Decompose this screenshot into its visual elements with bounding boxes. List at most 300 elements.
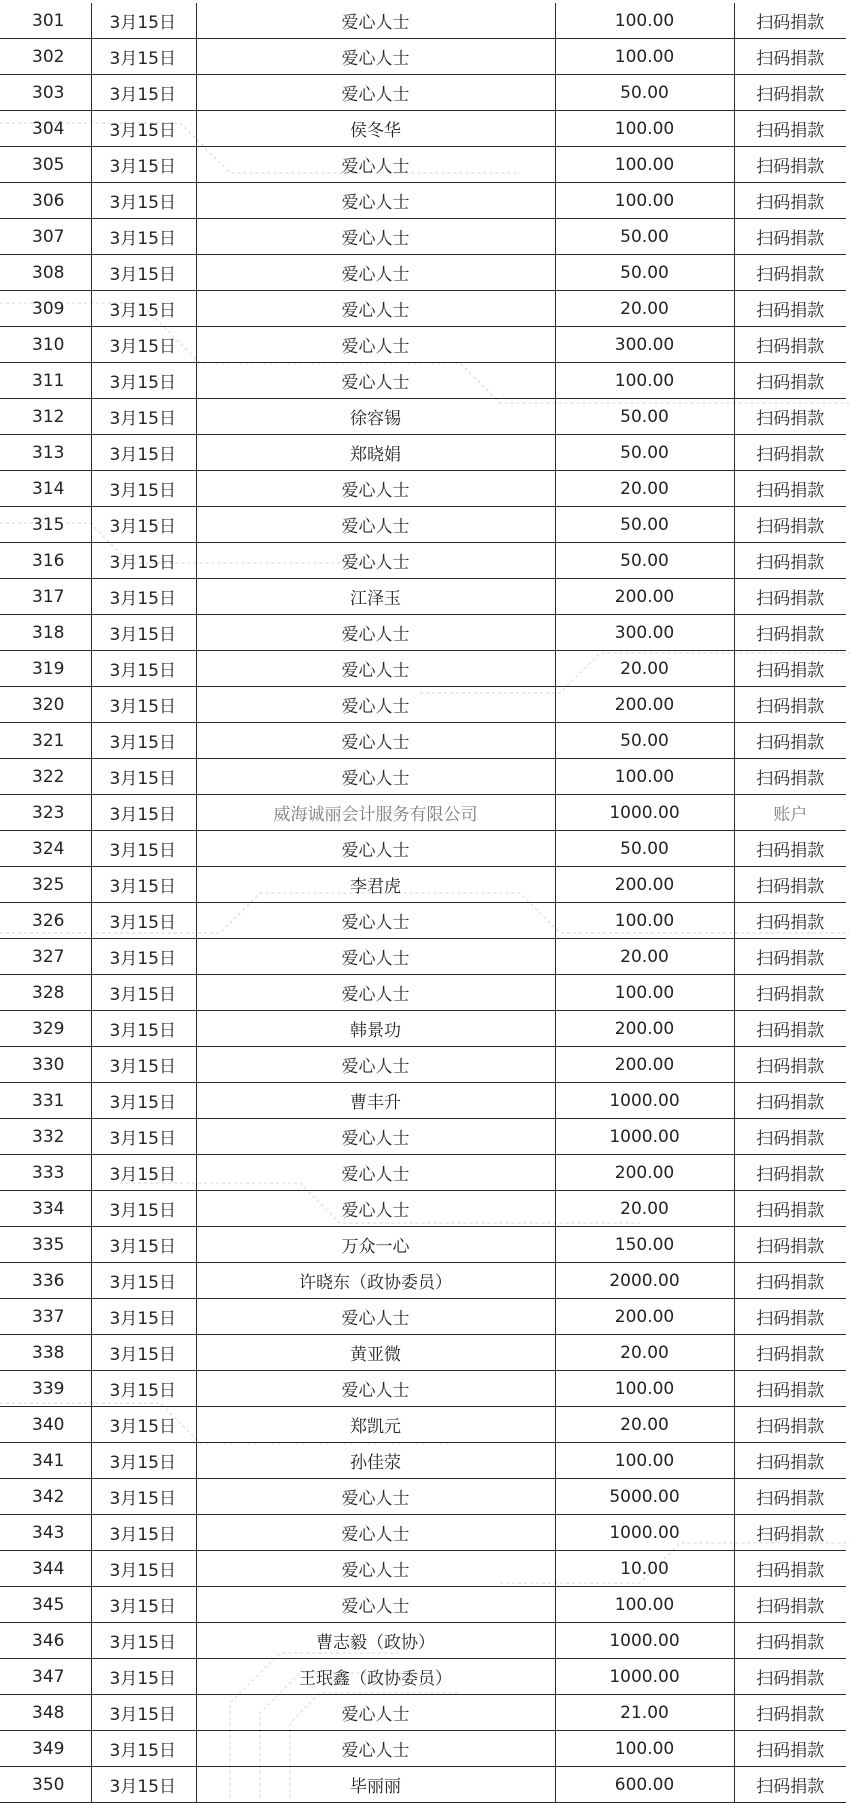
table-row [0,723,846,759]
table-row [0,1767,846,1803]
cell-donation-method: 扫码捐款 [734,579,846,615]
cell-serial-number: 335 [0,1227,91,1263]
cell-donor-name: 爱心人士 [196,1191,555,1227]
cell-serial-number: 337 [0,1299,91,1335]
cell-amount: 20.00 [555,651,734,687]
table-row [0,1227,846,1263]
cell-amount: 1000.00 [555,1119,734,1155]
cell-date: 3月15日 [91,1371,196,1407]
cell-date: 3月15日 [91,687,196,723]
cell-date: 3月15日 [91,1767,196,1803]
table-row [0,435,846,471]
cell-donor-name: 爱心人士 [196,1515,555,1551]
cell-donor-name: 侯冬华 [196,111,555,147]
table-row [0,1695,846,1731]
cell-date: 3月15日 [91,183,196,219]
cell-donation-method: 扫码捐款 [734,1191,846,1227]
cell-amount: 20.00 [555,1407,734,1443]
table-row [0,759,846,795]
table-row [0,399,846,435]
cell-amount: 100.00 [555,111,734,147]
table-row [0,3,846,39]
cell-date: 3月15日 [91,1047,196,1083]
cell-date: 3月15日 [91,435,196,471]
cell-date: 3月15日 [91,1695,196,1731]
table-row [0,1083,846,1119]
cell-amount: 100.00 [555,903,734,939]
cell-donor-name: 爱心人士 [196,1047,555,1083]
cell-serial-number: 332 [0,1119,91,1155]
cell-donor-name: 爱心人士 [196,1155,555,1191]
cell-donor-name: 孙佳荥 [196,1443,555,1479]
cell-donor-name: 爱心人士 [196,75,555,111]
cell-donor-name: 爱心人士 [196,39,555,75]
cell-donation-method: 扫码捐款 [734,399,846,435]
cell-serial-number: 344 [0,1551,91,1587]
cell-donor-name: 爱心人士 [196,363,555,399]
table-row [0,507,846,543]
cell-donation-method: 扫码捐款 [734,1263,846,1299]
table-row [0,939,846,975]
cell-donor-name: 王珉鑫（政协委员） [196,1659,555,1695]
cell-serial-number: 317 [0,579,91,615]
table-row [0,975,846,1011]
cell-serial-number: 328 [0,975,91,1011]
table-row [0,867,846,903]
cell-date: 3月15日 [91,1515,196,1551]
cell-amount: 50.00 [555,543,734,579]
cell-date: 3月15日 [91,1587,196,1623]
cell-date: 3月15日 [91,363,196,399]
cell-date: 3月15日 [91,1155,196,1191]
cell-amount: 300.00 [555,327,734,363]
cell-serial-number: 324 [0,831,91,867]
cell-date: 3月15日 [91,111,196,147]
cell-donor-name: 爱心人士 [196,507,555,543]
cell-date: 3月15日 [91,1479,196,1515]
cell-donation-method: 扫码捐款 [734,219,846,255]
cell-date: 3月15日 [91,3,196,39]
cell-donation-method: 扫码捐款 [734,903,846,939]
cell-date: 3月15日 [91,795,196,831]
table-row [0,111,846,147]
cell-donor-name: 毕丽丽 [196,1767,555,1803]
cell-donor-name: 爱心人士 [196,1479,555,1515]
cell-serial-number: 339 [0,1371,91,1407]
cell-amount: 20.00 [555,291,734,327]
table-row [0,183,846,219]
cell-amount: 200.00 [555,867,734,903]
cell-donor-name: 爱心人士 [196,3,555,39]
cell-donation-method: 扫码捐款 [734,435,846,471]
cell-serial-number: 345 [0,1587,91,1623]
cell-serial-number: 333 [0,1155,91,1191]
cell-date: 3月15日 [91,1011,196,1047]
cell-donor-name: 韩景功 [196,1011,555,1047]
cell-amount: 100.00 [555,183,734,219]
cell-serial-number: 346 [0,1623,91,1659]
cell-serial-number: 326 [0,903,91,939]
cell-amount: 300.00 [555,615,734,651]
cell-donation-method: 扫码捐款 [734,1515,846,1551]
cell-date: 3月15日 [91,219,196,255]
table-row [0,1299,846,1335]
cell-amount: 100.00 [555,975,734,1011]
table-row [0,687,846,723]
cell-donation-method: 扫码捐款 [734,3,846,39]
cell-serial-number: 343 [0,1515,91,1551]
cell-donation-method: 扫码捐款 [734,1479,846,1515]
cell-date: 3月15日 [91,399,196,435]
cell-donor-name: 爱心人士 [196,471,555,507]
table-row [0,1191,846,1227]
table-row [0,1587,846,1623]
cell-donation-method: 扫码捐款 [734,975,846,1011]
cell-donor-name: 曹志毅（政协） [196,1623,555,1659]
table-row [0,1407,846,1443]
cell-amount: 50.00 [555,219,734,255]
cell-amount: 1000.00 [555,795,734,831]
cell-date: 3月15日 [91,1443,196,1479]
cell-donor-name: 徐容锡 [196,399,555,435]
cell-donation-method: 扫码捐款 [734,363,846,399]
cell-amount: 100.00 [555,39,734,75]
cell-serial-number: 312 [0,399,91,435]
cell-donor-name: 爱心人士 [196,723,555,759]
cell-date: 3月15日 [91,327,196,363]
cell-date: 3月15日 [91,975,196,1011]
table-row [0,1263,846,1299]
cell-serial-number: 347 [0,1659,91,1695]
cell-amount: 50.00 [555,507,734,543]
cell-serial-number: 315 [0,507,91,543]
cell-date: 3月15日 [91,1623,196,1659]
cell-date: 3月15日 [91,615,196,651]
cell-donor-name: 爱心人士 [196,291,555,327]
cell-amount: 100.00 [555,1587,734,1623]
table-row [0,1371,846,1407]
cell-amount: 1000.00 [555,1623,734,1659]
cell-amount: 200.00 [555,687,734,723]
cell-amount: 50.00 [555,399,734,435]
cell-amount: 50.00 [555,75,734,111]
cell-serial-number: 304 [0,111,91,147]
cell-donation-method: 扫码捐款 [734,1731,846,1767]
cell-date: 3月15日 [91,867,196,903]
cell-donation-method: 扫码捐款 [734,255,846,291]
cell-donor-name: 爱心人士 [196,1551,555,1587]
cell-date: 3月15日 [91,1083,196,1119]
cell-serial-number: 320 [0,687,91,723]
cell-donation-method: 扫码捐款 [734,1299,846,1335]
table-row [0,1551,846,1587]
cell-donation-method: 扫码捐款 [734,1551,846,1587]
table-row [0,1155,846,1191]
cell-donor-name: 爱心人士 [196,1371,555,1407]
cell-donation-method: 扫码捐款 [734,507,846,543]
cell-date: 3月15日 [91,1119,196,1155]
cell-donor-name: 爱心人士 [196,1695,555,1731]
table-row [0,39,846,75]
cell-serial-number: 310 [0,327,91,363]
cell-date: 3月15日 [91,1191,196,1227]
table-row [0,795,846,831]
cell-donation-method: 扫码捐款 [734,1227,846,1263]
cell-serial-number: 336 [0,1263,91,1299]
cell-donation-method: 扫码捐款 [734,1767,846,1803]
cell-donor-name: 爱心人士 [196,543,555,579]
table-row [0,255,846,291]
cell-amount: 200.00 [555,1155,734,1191]
cell-date: 3月15日 [91,903,196,939]
cell-donor-name: 爱心人士 [196,615,555,651]
cell-donor-name: 郑晓娟 [196,435,555,471]
cell-donor-name: 爱心人士 [196,1119,555,1155]
cell-donor-name: 黄亚微 [196,1335,555,1371]
cell-donor-name: 爱心人士 [196,975,555,1011]
cell-date: 3月15日 [91,1335,196,1371]
cell-serial-number: 341 [0,1443,91,1479]
cell-serial-number: 330 [0,1047,91,1083]
cell-donation-method: 扫码捐款 [734,1623,846,1659]
cell-donor-name: 爱心人士 [196,651,555,687]
cell-amount: 100.00 [555,759,734,795]
cell-donation-method: 扫码捐款 [734,723,846,759]
table-row [0,147,846,183]
table-row [0,1011,846,1047]
cell-donation-method: 扫码捐款 [734,939,846,975]
cell-donation-method: 扫码捐款 [734,75,846,111]
cell-date: 3月15日 [91,291,196,327]
cell-serial-number: 321 [0,723,91,759]
cell-donor-name: 爱心人士 [196,687,555,723]
cell-donation-method: 扫码捐款 [734,147,846,183]
cell-amount: 20.00 [555,1335,734,1371]
cell-serial-number: 349 [0,1731,91,1767]
cell-date: 3月15日 [91,723,196,759]
cell-amount: 1000.00 [555,1083,734,1119]
cell-date: 3月15日 [91,579,196,615]
table-row [0,1119,846,1155]
cell-donor-name: 威海诚丽会计服务有限公司 [196,795,555,831]
table-row [0,363,846,399]
cell-date: 3月15日 [91,1227,196,1263]
cell-serial-number: 331 [0,1083,91,1119]
table-row [0,1659,846,1695]
cell-amount: 20.00 [555,1191,734,1227]
table-row [0,219,846,255]
table-row [0,75,846,111]
donation-table-body [0,3,846,1803]
cell-amount: 21.00 [555,1695,734,1731]
cell-donation-method: 扫码捐款 [734,1083,846,1119]
cell-donation-method: 扫码捐款 [734,471,846,507]
cell-date: 3月15日 [91,507,196,543]
cell-donation-method: 扫码捐款 [734,1371,846,1407]
cell-serial-number: 313 [0,435,91,471]
cell-donation-method: 扫码捐款 [734,327,846,363]
cell-donation-method: 扫码捐款 [734,759,846,795]
table-row [0,1479,846,1515]
cell-amount: 50.00 [555,255,734,291]
donation-table [0,3,846,1803]
table-row [0,1047,846,1083]
cell-amount: 20.00 [555,471,734,507]
cell-amount: 5000.00 [555,1479,734,1515]
cell-donation-method: 扫码捐款 [734,1335,846,1371]
cell-serial-number: 350 [0,1767,91,1803]
cell-serial-number: 338 [0,1335,91,1371]
cell-donation-method: 扫码捐款 [734,1695,846,1731]
cell-serial-number: 329 [0,1011,91,1047]
cell-serial-number: 303 [0,75,91,111]
table-row [0,579,846,615]
cell-date: 3月15日 [91,651,196,687]
cell-amount: 50.00 [555,723,734,759]
cell-amount: 100.00 [555,147,734,183]
cell-amount: 10.00 [555,1551,734,1587]
cell-amount: 100.00 [555,1371,734,1407]
table-row [0,291,846,327]
cell-amount: 2000.00 [555,1263,734,1299]
cell-donor-name: 曹丰升 [196,1083,555,1119]
cell-donation-method: 扫码捐款 [734,291,846,327]
cell-serial-number: 348 [0,1695,91,1731]
cell-donation-method: 扫码捐款 [734,831,846,867]
cell-donation-method: 账户 [734,795,846,831]
cell-date: 3月15日 [91,1659,196,1695]
cell-serial-number: 319 [0,651,91,687]
cell-donation-method: 扫码捐款 [734,867,846,903]
cell-donor-name: 江泽玉 [196,579,555,615]
table-row [0,1335,846,1371]
cell-amount: 100.00 [555,1443,734,1479]
cell-donor-name: 爱心人士 [196,255,555,291]
table-row [0,1731,846,1767]
cell-donor-name: 爱心人士 [196,183,555,219]
cell-date: 3月15日 [91,1299,196,1335]
cell-donation-method: 扫码捐款 [734,1119,846,1155]
cell-donor-name: 爱心人士 [196,1731,555,1767]
cell-donor-name: 万众一心 [196,1227,555,1263]
cell-date: 3月15日 [91,255,196,291]
cell-date: 3月15日 [91,543,196,579]
table-row [0,615,846,651]
cell-serial-number: 318 [0,615,91,651]
cell-date: 3月15日 [91,1263,196,1299]
cell-date: 3月15日 [91,75,196,111]
cell-amount: 200.00 [555,1299,734,1335]
cell-donor-name: 许晓东（政协委员） [196,1263,555,1299]
cell-date: 3月15日 [91,1731,196,1767]
cell-serial-number: 327 [0,939,91,975]
cell-amount: 50.00 [555,435,734,471]
cell-donation-method: 扫码捐款 [734,687,846,723]
cell-serial-number: 307 [0,219,91,255]
cell-donor-name: 爱心人士 [196,903,555,939]
cell-serial-number: 314 [0,471,91,507]
table-row [0,471,846,507]
cell-amount: 100.00 [555,363,734,399]
cell-serial-number: 305 [0,147,91,183]
table-row [0,1443,846,1479]
cell-serial-number: 316 [0,543,91,579]
cell-donor-name: 爱心人士 [196,327,555,363]
table-row [0,1515,846,1551]
cell-amount: 100.00 [555,3,734,39]
table-row [0,651,846,687]
cell-donor-name: 郑凯元 [196,1407,555,1443]
cell-date: 3月15日 [91,759,196,795]
cell-amount: 1000.00 [555,1515,734,1551]
cell-donation-method: 扫码捐款 [734,1407,846,1443]
table-row [0,903,846,939]
cell-serial-number: 306 [0,183,91,219]
cell-serial-number: 340 [0,1407,91,1443]
cell-serial-number: 334 [0,1191,91,1227]
cell-serial-number: 342 [0,1479,91,1515]
table-row [0,831,846,867]
cell-amount: 150.00 [555,1227,734,1263]
cell-donor-name: 爱心人士 [196,1587,555,1623]
cell-donation-method: 扫码捐款 [734,1587,846,1623]
cell-donation-method: 扫码捐款 [734,111,846,147]
cell-donation-method: 扫码捐款 [734,543,846,579]
cell-serial-number: 309 [0,291,91,327]
cell-donation-method: 扫码捐款 [734,1155,846,1191]
cell-donor-name: 爱心人士 [196,1299,555,1335]
cell-donor-name: 爱心人士 [196,219,555,255]
cell-serial-number: 323 [0,795,91,831]
cell-date: 3月15日 [91,1407,196,1443]
cell-serial-number: 301 [0,3,91,39]
cell-donor-name: 爱心人士 [196,147,555,183]
cell-serial-number: 302 [0,39,91,75]
cell-amount: 200.00 [555,1047,734,1083]
table-row [0,327,846,363]
cell-amount: 200.00 [555,579,734,615]
cell-donor-name: 爱心人士 [196,831,555,867]
cell-donation-method: 扫码捐款 [734,1443,846,1479]
cell-amount: 20.00 [555,939,734,975]
cell-date: 3月15日 [91,1551,196,1587]
cell-date: 3月15日 [91,147,196,183]
cell-date: 3月15日 [91,939,196,975]
cell-serial-number: 322 [0,759,91,795]
cell-donation-method: 扫码捐款 [734,615,846,651]
cell-serial-number: 325 [0,867,91,903]
cell-amount: 1000.00 [555,1659,734,1695]
cell-donation-method: 扫码捐款 [734,651,846,687]
cell-donation-method: 扫码捐款 [734,183,846,219]
cell-serial-number: 308 [0,255,91,291]
cell-donor-name: 爱心人士 [196,759,555,795]
cell-amount: 100.00 [555,1731,734,1767]
cell-donor-name: 李君虎 [196,867,555,903]
cell-donation-method: 扫码捐款 [734,39,846,75]
table-row [0,543,846,579]
cell-donation-method: 扫码捐款 [734,1047,846,1083]
cell-serial-number: 311 [0,363,91,399]
cell-donation-method: 扫码捐款 [734,1011,846,1047]
cell-date: 3月15日 [91,471,196,507]
cell-amount: 50.00 [555,831,734,867]
cell-date: 3月15日 [91,39,196,75]
cell-amount: 200.00 [555,1011,734,1047]
cell-donor-name: 爱心人士 [196,939,555,975]
cell-amount: 600.00 [555,1767,734,1803]
table-row [0,1623,846,1659]
